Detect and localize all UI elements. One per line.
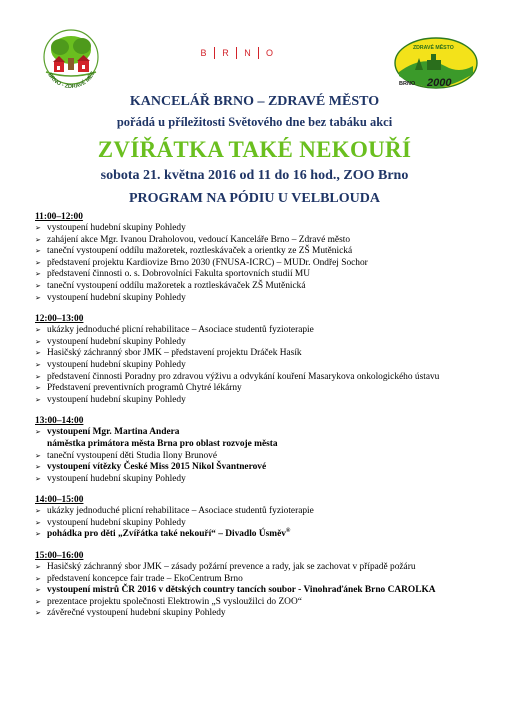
program-item-text	[47, 293, 495, 305]
program-item-text	[47, 325, 495, 337]
program-item-label: představení činnosti Poradny pro zdravou výživu a odvykání kouření Masarykova onkologického ústavu	[47, 371, 440, 382]
left-logo-caption: BRNO - ZDRAVÉ MĚS	[46, 70, 97, 90]
arrow-bullet-icon: ➢	[35, 563, 41, 572]
time-slot-heading: 13:00–14:00	[35, 416, 84, 427]
program-item	[35, 293, 495, 305]
program-item	[35, 383, 495, 395]
program-item	[35, 608, 495, 620]
right-logo-brno: BRNO	[399, 81, 416, 87]
program-item-label: vystoupení hudební skupiny Pohledy	[47, 473, 186, 484]
program-item-text	[47, 562, 495, 574]
right-logo-top-caption: ZDRAVÉ MĚSTO	[413, 45, 454, 51]
program-item-text	[47, 529, 495, 541]
program-item-text	[47, 258, 495, 270]
program-item-label: Představení preventivních programů Chytré lékárny	[47, 383, 242, 394]
program-item	[35, 372, 495, 384]
program-item-label: Hasičský záchranný sbor JMK – představení projektu Dráček Hasík	[47, 348, 302, 359]
program-item	[35, 395, 495, 407]
arrow-bullet-icon: ➢	[35, 337, 41, 346]
program-item-label: vystoupení hudební skupiny Pohledy	[47, 517, 186, 528]
program-item	[35, 574, 495, 586]
program-item-text	[47, 223, 495, 235]
arrow-bullet-icon: ➢	[35, 235, 41, 244]
arrow-bullet-icon: ➢	[35, 451, 41, 460]
program-item-text	[47, 372, 495, 384]
brno-wordmark	[196, 44, 277, 62]
program-item	[35, 597, 495, 609]
program-item	[35, 281, 495, 293]
program-item-continuation: náměstka primátora města Brna pro oblast rozvoje města	[47, 438, 278, 449]
arrow-bullet-icon: ➢	[35, 293, 41, 302]
brno-zdrave-mesto-logo	[38, 28, 104, 90]
arrow-bullet-icon: ➢	[35, 574, 41, 583]
program-item-label: vystoupení hudební skupiny Pohledy	[47, 336, 186, 347]
time-block	[35, 415, 495, 485]
program-item-label: představení činnosti o. s. Dobrovolníci Fakulta sportovních studií MU	[47, 269, 310, 280]
program-item-text	[47, 348, 495, 360]
event-title: ZVÍŘÁTKA TAKÉ NEKOUŘÍ	[97, 137, 412, 162]
arrow-bullet-icon: ➢	[35, 281, 41, 290]
brno-separator	[258, 47, 259, 59]
program-item-label: taneční vystoupení oddílu mažoretek, roztleskávaček a orientky ze ZŠ Mutěnická	[47, 246, 353, 257]
logo-bar	[0, 0, 509, 95]
brno-separator	[236, 47, 237, 59]
time-block	[35, 494, 495, 541]
time-slot-heading: 12:00–13:00	[35, 314, 84, 325]
program-item-label: taneční vystoupení oddílu mažoretek a roztleskávaček ZŠ Mutěnická	[47, 280, 306, 291]
brno-letter-n: N	[244, 48, 251, 58]
program-item	[35, 258, 495, 270]
program-item-label: závěrečné vystoupení hudební skupiny Pohledy	[47, 608, 226, 619]
program-item	[35, 529, 495, 541]
program-item-label: zahájení akce Mgr. Ivanou Draholovou, vedoucí Kanceláře Brno – Zdravé město	[47, 234, 351, 245]
arrow-bullet-icon: ➢	[35, 349, 41, 358]
program-item-text	[47, 281, 495, 293]
time-slot-heading: 15:00–16:00	[35, 551, 84, 562]
program-item-text	[47, 506, 495, 518]
program-item	[35, 223, 495, 235]
program-item-label: vystoupení hudební skupiny Pohledy	[47, 292, 186, 303]
program-item-label: Hasičský záchranný sbor JMK – zásady požární prevence a rady, jak se zachovat v případě požáru	[47, 562, 416, 573]
time-block	[35, 550, 495, 620]
program-item	[35, 474, 495, 486]
program-item-label: ukázky jednoduché plicní rehabilitace – Asociace studentů fyzioterapie	[47, 506, 314, 517]
time-block	[35, 211, 495, 304]
program-item-text	[47, 451, 495, 463]
program-item	[35, 246, 495, 258]
time-block	[35, 313, 495, 406]
program-item-text	[47, 608, 495, 620]
arrow-bullet-icon: ➢	[35, 224, 41, 232]
arrow-bullet-icon: ➢	[35, 474, 41, 483]
arrow-bullet-icon: ➢	[35, 597, 41, 606]
program-item	[35, 518, 495, 530]
arrow-bullet-icon: ➢	[35, 247, 41, 256]
arrow-bullet-icon: ➢	[35, 326, 41, 335]
arrow-bullet-icon: ➢	[35, 530, 41, 539]
right-logo-year: 2000	[427, 77, 452, 89]
program-item	[35, 235, 495, 247]
program-item-text	[47, 383, 495, 395]
arrow-bullet-icon: ➢	[35, 463, 41, 472]
arrow-bullet-icon: ➢	[35, 395, 41, 404]
arrow-bullet-icon: ➢	[35, 270, 41, 279]
program-item	[35, 451, 495, 463]
organizer-heading: KANCELÁŘ BRNO – ZDRAVÉ MĚSTO	[129, 94, 380, 109]
program-item-text	[47, 462, 495, 474]
zdrave-mesto-2000-logo	[393, 36, 479, 92]
program-item-label: vystoupení hudební skupiny Pohledy	[47, 394, 186, 405]
brno-separator	[214, 47, 215, 59]
arrow-bullet-icon: ➢	[35, 428, 41, 437]
arrow-bullet-icon: ➢	[35, 372, 41, 381]
brno-letter-o: O	[265, 48, 273, 58]
program-item	[35, 562, 495, 574]
program-item	[35, 269, 495, 281]
program-item	[35, 585, 495, 597]
program-item-label: vystoupení hudební skupiny Pohledy	[47, 223, 186, 233]
arrow-bullet-icon: ➢	[35, 258, 41, 267]
arrow-bullet-icon: ➢	[35, 360, 41, 369]
program-item	[35, 348, 495, 360]
program-item	[35, 462, 495, 474]
program-item-label: ukázky jednoduché plicní rehabilitace – Asociace studentů fyzioterapie	[47, 325, 314, 336]
program-item-text	[47, 427, 495, 439]
program-item	[35, 427, 495, 439]
program-item-text	[47, 235, 495, 247]
time-slot-heading: 14:00–15:00	[35, 495, 84, 506]
arrow-bullet-icon: ➢	[35, 507, 41, 516]
program-item-text	[47, 337, 495, 349]
brno-letter-b: B	[200, 48, 207, 58]
program-item-label: představení projektu Kardiovize Brno 2030 (FNUSA-ICRC) – MUDr. Ondřej Sochor	[47, 257, 368, 268]
program-item-label: vystoupení mistrů ČR 2016 v dětských country tancích soubor - Vinohraďánek Brno CAROLKA	[47, 585, 436, 596]
program-item-label: pohádka pro děti „Zvířátka také nekouří“ – Divadlo Úsměv	[47, 529, 286, 540]
registered-mark: ®	[285, 528, 291, 535]
program-item-text	[47, 518, 495, 530]
program-item	[35, 360, 495, 372]
arrow-bullet-icon: ➢	[35, 609, 41, 618]
event-date-location: sobota 21. května 2016 od 11 do 16 hod., ZOO Brno	[100, 168, 409, 183]
program-item	[35, 506, 495, 518]
program-item-text	[47, 474, 495, 486]
program-item-text	[47, 269, 495, 281]
arrow-bullet-icon: ➢	[35, 518, 41, 527]
time-slot-heading: 11:00–12:00	[35, 212, 83, 222]
program-item-text	[47, 585, 495, 597]
occasion-subtitle: pořádá u příležitosti Světového dne bez tabáku akci	[116, 115, 393, 129]
program-item-label: taneční vystoupení děti Studia Ilony Brunové	[47, 450, 218, 461]
program-item-label: vystoupení Mgr. Martina Andera	[47, 427, 180, 438]
program-list	[35, 211, 495, 629]
program-item-text	[47, 360, 495, 372]
event-header	[0, 92, 509, 208]
arrow-bullet-icon: ➢	[35, 586, 41, 595]
program-item-text	[47, 395, 495, 407]
program-item-text	[47, 597, 495, 609]
program-item	[35, 325, 495, 337]
program-item	[35, 337, 495, 349]
arrow-bullet-icon: ➢	[35, 384, 41, 393]
program-item-label: prezentace projektu společnosti Elektrowin „S vysloužilci do ZOO“	[47, 596, 302, 607]
program-item-text	[47, 246, 495, 258]
program-heading: PROGRAM NA PÓDIU U VELBLOUDA	[129, 191, 380, 206]
program-item-label: představení koncepce fair trade – EkoCentrum Brno	[47, 573, 243, 584]
brno-letter-r: R	[222, 48, 229, 58]
program-item-text	[47, 574, 495, 586]
program-item-label: vystoupení vítězky České Miss 2015 Nikol Švantnerové	[47, 462, 267, 473]
program-item-label: vystoupení hudební skupiny Pohledy	[47, 359, 186, 370]
